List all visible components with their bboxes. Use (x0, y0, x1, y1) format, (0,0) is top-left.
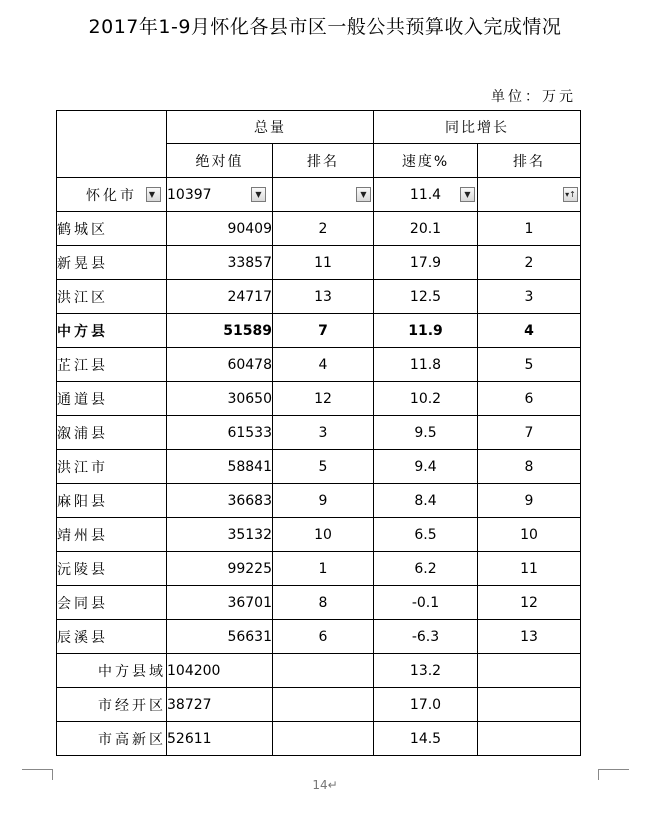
summary-growth-rank (478, 654, 581, 688)
header-total: 总量 (167, 111, 374, 144)
page-title: 2017年1-9月怀化各县市区一般公共预算收入完成情况 (88, 16, 562, 38)
region-name: 中方县 (57, 314, 167, 348)
summary-name: 市经开区 (57, 688, 167, 722)
filter-dropdown-icon[interactable]: ▼ (460, 187, 475, 202)
city-name: 怀化市 (86, 187, 137, 204)
table-row (57, 552, 581, 586)
absolute-value: 30650 (167, 382, 273, 416)
table-row (57, 620, 581, 654)
growth-rank: 2 (478, 246, 581, 280)
growth-rank: 5 (478, 348, 581, 382)
city-name-cell (57, 178, 167, 212)
absolute-value: 36701 (167, 586, 273, 620)
summary-absolute: 104200 (167, 654, 273, 688)
sort-filter-icon[interactable]: ▾↑ (563, 187, 578, 202)
header-row-1 (57, 111, 581, 144)
region-name: 沅陵县 (57, 552, 167, 586)
growth-rank: 4 (478, 314, 581, 348)
filter-dropdown-icon[interactable]: ▼ (146, 187, 161, 202)
city-absolute: 10397 (167, 186, 212, 203)
table-row (57, 518, 581, 552)
unit-label: 单位：万元 (491, 89, 576, 105)
total-rank: 10 (273, 518, 374, 552)
summary-row (57, 654, 581, 688)
table-row (57, 484, 581, 518)
growth-speed: 11.8 (374, 348, 478, 382)
absolute-value: 90409 (167, 212, 273, 246)
region-name: 新晃县 (57, 246, 167, 280)
total-rank: 11 (273, 246, 374, 280)
growth-rank: 13 (478, 620, 581, 654)
city-rank-cell (273, 178, 374, 212)
total-rank: 9 (273, 484, 374, 518)
table-row (57, 450, 581, 484)
summary-growth-rank (478, 722, 581, 756)
growth-speed: 6.5 (374, 518, 478, 552)
absolute-value: 51589 (167, 314, 273, 348)
table-row (57, 212, 581, 246)
city-row (57, 178, 581, 212)
region-name: 通道县 (57, 382, 167, 416)
total-rank: 8 (273, 586, 374, 620)
growth-speed: -0.1 (374, 586, 478, 620)
growth-rank: 7 (478, 416, 581, 450)
filter-dropdown-icon[interactable]: ▼ (356, 187, 371, 202)
absolute-value: 35132 (167, 518, 273, 552)
summary-name: 中方县域 (57, 654, 167, 688)
region-name: 辰溪县 (57, 620, 167, 654)
region-name: 溆浦县 (57, 416, 167, 450)
growth-speed: 9.4 (374, 450, 478, 484)
city-absolute-cell (167, 178, 273, 212)
total-rank: 5 (273, 450, 374, 484)
region-name: 鹤城区 (57, 212, 167, 246)
total-rank: 3 (273, 416, 374, 450)
summary-row (57, 722, 581, 756)
growth-speed: 9.5 (374, 416, 478, 450)
total-rank: 13 (273, 280, 374, 314)
absolute-value: 61533 (167, 416, 273, 450)
total-rank: 12 (273, 382, 374, 416)
header-speed: 速度% (374, 144, 478, 178)
growth-speed: -6.3 (374, 620, 478, 654)
absolute-value: 60478 (167, 348, 273, 382)
absolute-value: 36683 (167, 484, 273, 518)
total-rank: 1 (273, 552, 374, 586)
page-number: 14↵ (312, 778, 338, 792)
summary-speed: 13.2 (374, 654, 478, 688)
header-growth-rank: 排名 (478, 144, 581, 178)
absolute-value: 58841 (167, 450, 273, 484)
table-row (57, 416, 581, 450)
header-growth: 同比增长 (374, 111, 581, 144)
table-row (57, 586, 581, 620)
city-speed-cell (374, 178, 478, 212)
city-growth-rank-cell (478, 178, 581, 212)
summary-speed: 17.0 (374, 688, 478, 722)
growth-rank: 1 (478, 212, 581, 246)
total-rank: 6 (273, 620, 374, 654)
header-corner-cell (57, 111, 167, 178)
region-name: 芷江县 (57, 348, 167, 382)
total-rank: 2 (273, 212, 374, 246)
filter-dropdown-icon[interactable]: ▼ (251, 187, 266, 202)
absolute-value: 56631 (167, 620, 273, 654)
table-row (57, 314, 581, 348)
growth-rank: 9 (478, 484, 581, 518)
header-rank: 排名 (273, 144, 374, 178)
budget-table (56, 110, 581, 756)
summary-growth-rank (478, 688, 581, 722)
region-name: 靖州县 (57, 518, 167, 552)
growth-rank: 10 (478, 518, 581, 552)
summary-row (57, 688, 581, 722)
table-row (57, 280, 581, 314)
summary-absolute: 52611 (167, 722, 273, 756)
total-rank: 7 (273, 314, 374, 348)
summary-rank (273, 654, 374, 688)
absolute-value: 99225 (167, 552, 273, 586)
table-row (57, 348, 581, 382)
absolute-value: 24717 (167, 280, 273, 314)
growth-speed: 8.4 (374, 484, 478, 518)
growth-rank: 12 (478, 586, 581, 620)
summary-rank (273, 688, 374, 722)
growth-rank: 3 (478, 280, 581, 314)
growth-rank: 6 (478, 382, 581, 416)
region-name: 会同县 (57, 586, 167, 620)
summary-speed: 14.5 (374, 722, 478, 756)
growth-speed: 10.2 (374, 382, 478, 416)
growth-speed: 6.2 (374, 552, 478, 586)
growth-speed: 12.5 (374, 280, 478, 314)
summary-rank (273, 722, 374, 756)
region-name: 洪江区 (57, 280, 167, 314)
growth-speed: 17.9 (374, 246, 478, 280)
summary-name: 市高新区 (57, 722, 167, 756)
growth-speed: 20.1 (374, 212, 478, 246)
growth-rank: 11 (478, 552, 581, 586)
region-name: 洪江市 (57, 450, 167, 484)
total-rank: 4 (273, 348, 374, 382)
growth-rank: 8 (478, 450, 581, 484)
growth-speed: 11.9 (374, 314, 478, 348)
table-row (57, 246, 581, 280)
summary-absolute: 38727 (167, 688, 273, 722)
absolute-value: 33857 (167, 246, 273, 280)
header-absolute: 绝对值 (167, 144, 273, 178)
region-name: 麻阳县 (57, 484, 167, 518)
city-speed: 11.4 (409, 186, 442, 203)
table-row (57, 382, 581, 416)
